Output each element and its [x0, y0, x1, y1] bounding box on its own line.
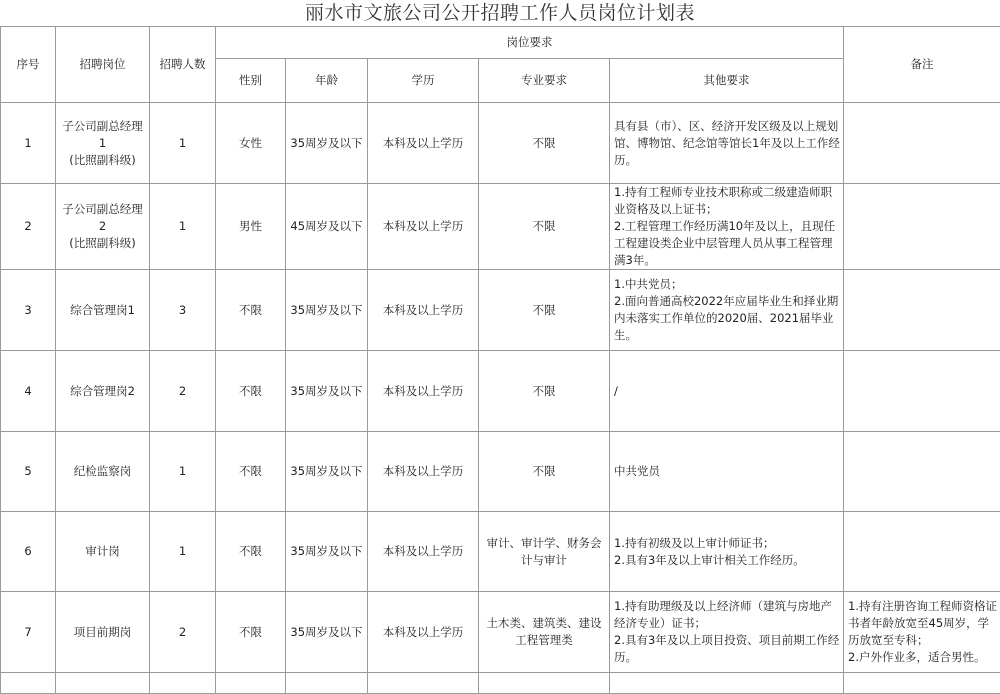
cell-gender: 不限 — [216, 351, 286, 432]
cell-age: 35周岁及以下 — [286, 270, 368, 351]
cell-other: 1.持有初级及以上审计师证书； 2.具有3年及以上审计相关工作经历。 — [610, 512, 844, 592]
recruitment-plan-table — [0, 26, 1000, 694]
cell-position: 项目前期岗 — [56, 592, 150, 673]
cell-major: 不限 — [479, 270, 610, 351]
cell-gender: 男性 — [216, 184, 286, 270]
cell-education: 本科及以上学历 — [368, 103, 479, 184]
cell-other: 1.中共党员； 2.面向普通高校2022年应届毕业生和择业期内未落实工作单位的2020届、2021届毕业生。 — [610, 270, 844, 351]
cell-gender: 不限 — [216, 592, 286, 673]
cell-position: 综合管理岗2 — [56, 351, 150, 432]
header-remarks: 备注 — [844, 27, 1000, 103]
cell-seq: 5 — [1, 432, 56, 512]
cell-seq: 2 — [1, 184, 56, 270]
header-gender: 性别 — [216, 59, 286, 103]
cell-other: 1.持有工程师专业技术职称或二级建造师职业资格及以上证书； 2.工程管理工作经历满10年及以上，且现任工程建设类企业中层管理人员从事工程管理满3年。 — [610, 184, 844, 270]
cell-position: 纪检监察岗 — [56, 432, 150, 512]
cell-age: 35周岁及以下 — [286, 351, 368, 432]
cell-major: 土木类、建筑类、建设工程管理类 — [479, 592, 610, 673]
cell-count: 2 — [150, 351, 216, 432]
cell-position: 综合管理岗1 — [56, 270, 150, 351]
cell-age: 35周岁及以下 — [286, 592, 368, 673]
cell-education: 本科及以上学历 — [368, 432, 479, 512]
table-row — [1, 184, 1000, 270]
cell-education: 本科及以上学历 — [368, 184, 479, 270]
cell-major: 不限 — [479, 184, 610, 270]
table-row — [1, 432, 1000, 512]
cell-gender: 不限 — [216, 270, 286, 351]
page-title: 丽水市文旅公司公开招聘工作人员岗位计划表 — [0, 0, 1000, 26]
cell-age: 35周岁及以下 — [286, 103, 368, 184]
cell-age: 35周岁及以下 — [286, 432, 368, 512]
cell-gender: 不限 — [216, 512, 286, 592]
cell-count: 1 — [150, 512, 216, 592]
cell-major: 不限 — [479, 351, 610, 432]
cell-seq: 7 — [1, 592, 56, 673]
cell-education: 本科及以上学历 — [368, 592, 479, 673]
cell-seq: 1 — [1, 103, 56, 184]
cell-major: 审计、审计学、财务会计与审计 — [479, 512, 610, 592]
table-row — [1, 592, 1000, 673]
cell-other: 具有县（市）、区、经济开发区级及以上规划馆、博物馆、纪念馆等馆长1年及以上工作经历。 — [610, 103, 844, 184]
cell-count: 3 — [150, 270, 216, 351]
header-age: 年龄 — [286, 59, 368, 103]
table-row — [1, 512, 1000, 592]
cell-major: 不限 — [479, 103, 610, 184]
cell-age: 45周岁及以下 — [286, 184, 368, 270]
cell-count: 1 — [150, 432, 216, 512]
header-other: 其他要求 — [610, 59, 844, 103]
cell-other: / — [610, 351, 844, 432]
cell-education: 本科及以上学历 — [368, 512, 479, 592]
header-position: 招聘岗位 — [56, 27, 150, 103]
cell-count: 1 — [150, 103, 216, 184]
cell-age: 35周岁及以下 — [286, 512, 368, 592]
cell-count: 1 — [150, 184, 216, 270]
cell-seq: 4 — [1, 351, 56, 432]
cell-count: 2 — [150, 592, 216, 673]
cell-remarks — [844, 432, 1000, 512]
cell-major: 不限 — [479, 432, 610, 512]
cell-position: 审计岗 — [56, 512, 150, 592]
header-education: 学历 — [368, 59, 479, 103]
header-count: 招聘人数 — [150, 27, 216, 103]
table-row — [1, 351, 1000, 432]
cell-seq: 3 — [1, 270, 56, 351]
cell-gender: 女性 — [216, 103, 286, 184]
cell-position: 子公司副总经理2 (比照副科级) — [56, 184, 150, 270]
header-seq: 序号 — [1, 27, 56, 103]
cell-remarks: 1.持有注册咨询工程师资格证书者年龄放宽至45周岁，学历放宽至专科； 2.户外作业多，适合男性。 — [844, 592, 1000, 673]
cell-remarks — [844, 270, 1000, 351]
cell-gender: 不限 — [216, 432, 286, 512]
header-major: 专业要求 — [479, 59, 610, 103]
header-requirements: 岗位要求 — [216, 27, 844, 59]
table-row — [1, 103, 1000, 184]
cell-remarks — [844, 351, 1000, 432]
table-row — [1, 270, 1000, 351]
cell-other: 1.持有助理级及以上经济师（建筑与房地产经济专业）证书； 2.具有3年及以上项目投资、项目前期工作经历。 — [610, 592, 844, 673]
cell-other: 中共党员 — [610, 432, 844, 512]
cell-remarks — [844, 512, 1000, 592]
cell-position: 子公司副总经理1 (比照副科级) — [56, 103, 150, 184]
cell-education: 本科及以上学历 — [368, 270, 479, 351]
cell-remarks — [844, 103, 1000, 184]
cell-seq: 6 — [1, 512, 56, 592]
cell-remarks — [844, 184, 1000, 270]
cell-education: 本科及以上学历 — [368, 351, 479, 432]
